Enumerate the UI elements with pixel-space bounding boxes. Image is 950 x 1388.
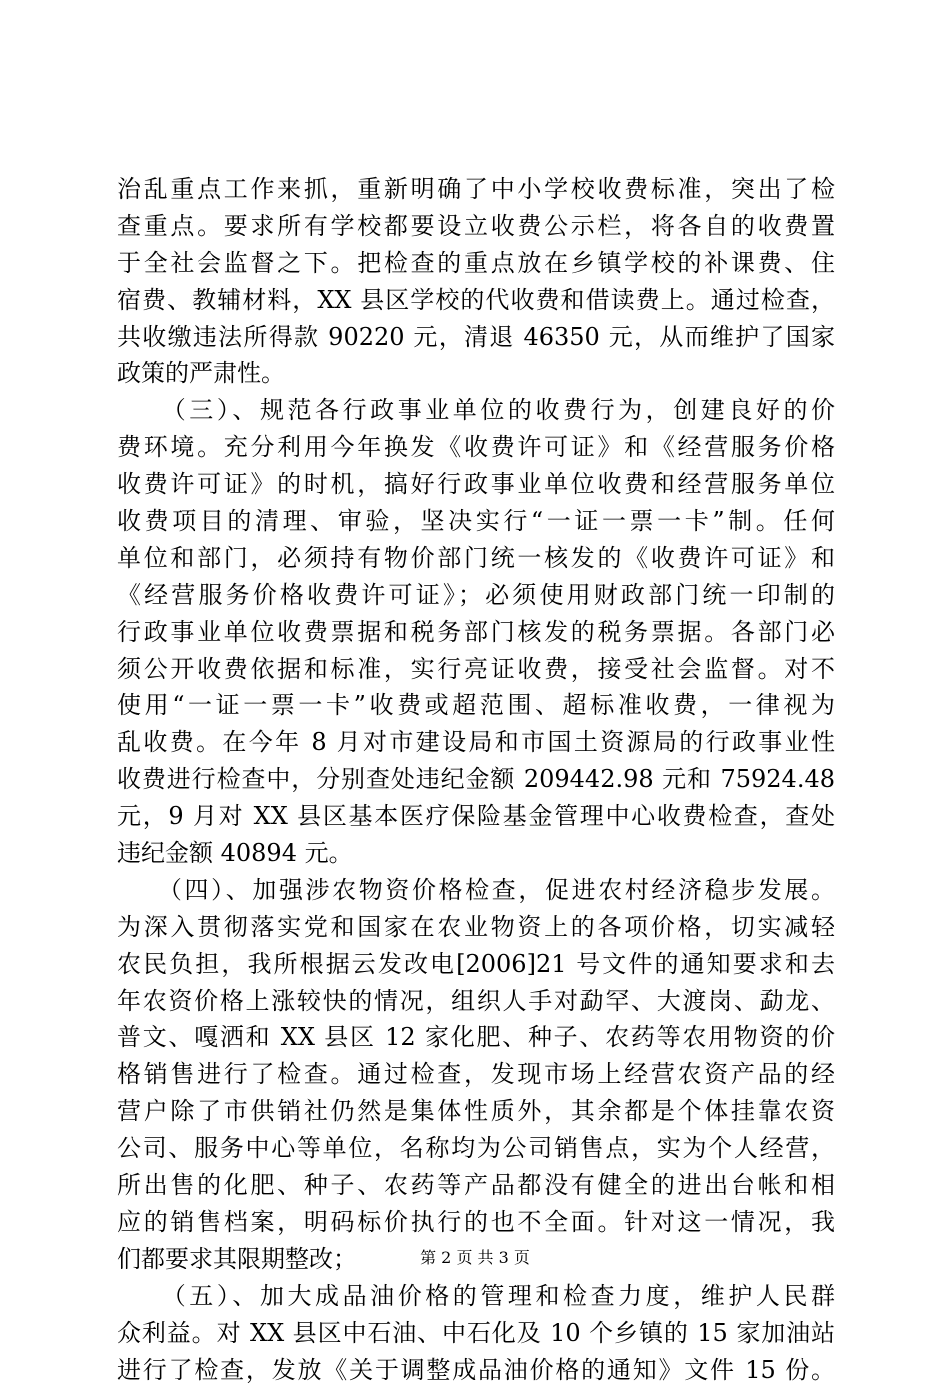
text-line: 营户除了市供销社仍然是集体性质外，其余都是个体挂靠农资 [117,1093,835,1130]
text-line: 普文、嘎洒和 XX 县区 12 家化肥、种子、农药等农用物资的价 [117,1019,835,1056]
text-line: 费环境。充分利用今年换发《收费许可证》和《经营服务价格 [117,429,835,466]
text-line: 《经营服务价格收费许可证》；必须使用财政部门统一印制的 [117,577,835,614]
document-body [117,171,835,1388]
text-line: 违纪金额 40894 元。 [117,835,835,872]
text-line: 治乱重点工作来抓，重新明确了中小学校收费标准，突出了检 [117,171,835,208]
text-line: 众利益。对 XX 县区中石油、中石化及 10 个乡镇的 15 家加油站 [117,1315,835,1352]
text-line: 于全社会监督之下。把检查的重点放在乡镇学校的补课费、住 [117,245,835,282]
text-line: （五）、加大成品油价格的管理和检查力度，维护人民群 [117,1278,835,1315]
page-number-footer: 第 2 页 共 3 页 [0,1247,950,1269]
text-line: 们都要求其限期整改； [117,1241,835,1278]
text-line: （三）、规范各行政事业单位的收费行为，创建良好的价 [117,392,835,429]
text-line: 应的销售档案，明码标价执行的也不全面。针对这一情况，我 [117,1204,835,1241]
text-line: 所出售的化肥、种子、农药等产品都没有健全的进出台帐和相 [117,1167,835,1204]
text-line: 进行了检查，发放《关于调整成品油价格的通知》文件 15 份。 [117,1352,835,1388]
text-line: 政策的严肃性。 [117,355,835,392]
text-line: 为深入贯彻落实党和国家在农业物资上的各项价格，切实减轻 [117,909,835,946]
text-line: 公司、服务中心等单位，名称均为公司销售点，实为个人经营， [117,1130,835,1167]
text-line: 须公开收费依据和标准，实行亮证收费，接受社会监督。对不 [117,651,835,688]
text-line: 收费许可证》的时机，搞好行政事业单位收费和经营服务单位 [117,466,835,503]
text-line: 使用“一证一票一卡”收费或超范围、超标准收费，一律视为 [117,687,835,724]
text-line: 共收缴违法所得款 90220 元，清退 46350 元，从而维护了国家 [117,319,835,356]
text-line: （四）、加强涉农物资价格检查，促进农村经济稳步发展。 [117,872,835,909]
text-line: 宿费、教辅材料，XX 县区学校的代收费和借读费上。通过检查， [117,282,835,319]
text-line: 乱收费。在今年 8 月对市建设局和市国土资源局的行政事业性 [117,724,835,761]
text-line: 查重点。要求所有学校都要设立收费公示栏，将各自的收费置 [117,208,835,245]
text-line: 年农资价格上涨较快的情况，组织人手对勐罕、大渡岗、勐龙、 [117,983,835,1020]
text-line: 单位和部门，必须持有物价部门统一核发的《收费许可证》和 [117,540,835,577]
text-line: 收费进行检查中，分别查处违纪金额 209442.98 元和 75924.48 [117,761,835,798]
text-line: 农民负担，我所根据云发改电[2006]21 号文件的通知要求和去 [117,946,835,983]
text-line: 行政事业单位收费票据和税务部门核发的税务票据。各部门必 [117,614,835,651]
text-line: 收费项目的清理、审验，坚决实行“一证一票一卡”制。任何 [117,503,835,540]
text-line: 格销售进行了检查。通过检查，发现市场上经营农资产品的经 [117,1056,835,1093]
text-line: 元，9 月对 XX 县区基本医疗保险基金管理中心收费检查，查处 [117,798,835,835]
